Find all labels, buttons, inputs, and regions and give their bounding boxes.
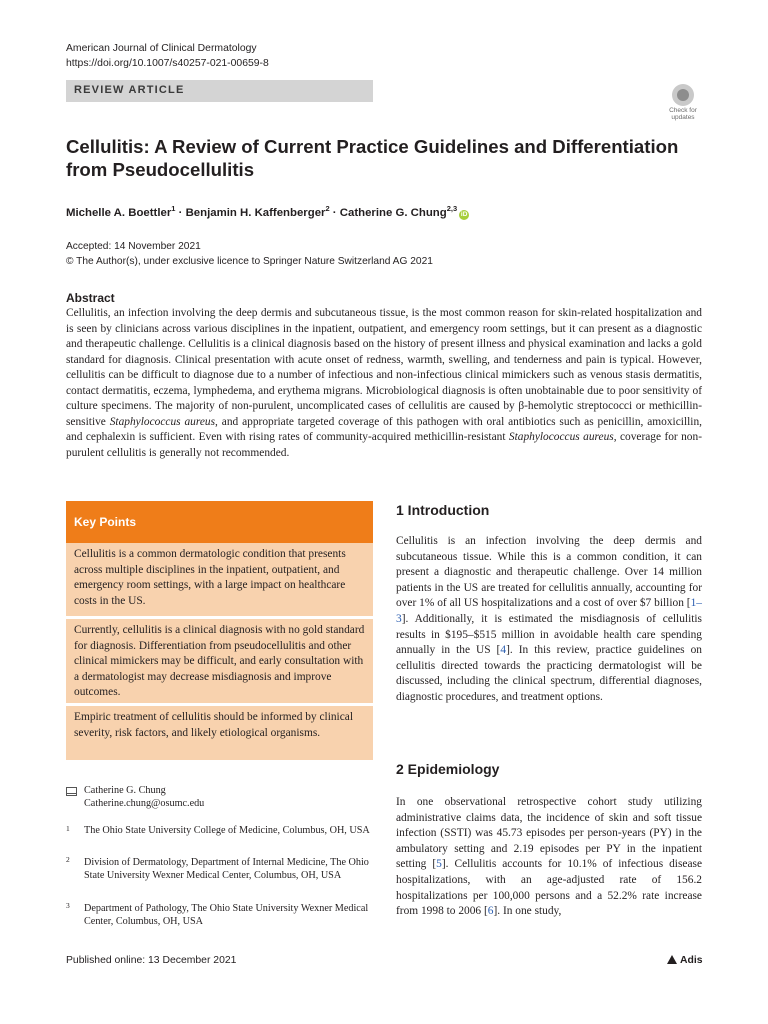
- body-text: ]. In this review, practice guidelines on cellulitis directed towards the practicing dermatologist will be discussed, including the clinical spectrum, differential diagnoses, diagnostic procedures, and treatment options.: [396, 644, 702, 703]
- abstract-heading: Abstract: [66, 291, 115, 305]
- author-separator: ·: [329, 206, 340, 219]
- section-heading-introduction: 1 Introduction: [396, 502, 490, 518]
- body-text: Cellulitis is an infection involving the deep dermis and subcutaneous tissue. While this is a common condition, it can present a diagnostic and therapeutic challenge. Over 14 million patients in the US are treated for cellulitis annually, accounting for over 1% of all US hospitalizations and a cost of over $7 billion [: [396, 535, 702, 610]
- article-title: Cellulitis: A Review of Current Practice Guidelines and Differentiation from Pseudocellulitis: [66, 136, 679, 180]
- orcid-icon[interactable]: iD: [460, 210, 468, 218]
- body-text: ]. Additionally, it is estimated the misdiagnosis of cellulitis results in $195–$515 million in avoidable health care spending annually in the US [: [396, 612, 702, 657]
- body-text: In one observational retrospective cohort study utilizing administrative claims data, the incidence of skin and soft tissue infection (SSTI) was 45.73 episodes per person-years (PY) in the ambulatory setting and 2.19 episodes per PY in the inpatient setting [: [396, 796, 702, 871]
- copyright-notice: © The Author(s), under exclusive licence to Springer Nature Switzerland AG 2021: [66, 255, 433, 267]
- epidemiology-body: [396, 795, 702, 920]
- article-type-banner: [66, 80, 373, 102]
- publisher-name: Adis: [680, 955, 703, 966]
- reference-link[interactable]: 1–3: [396, 597, 702, 625]
- author-separator: ·: [175, 206, 186, 219]
- author-2[interactable]: Benjamin H. Kaffenberger: [185, 206, 326, 219]
- abstract-text: , coverage for non-purulent cellulitis is generally not recommended.: [66, 431, 702, 459]
- reference-link[interactable]: 6: [487, 905, 494, 918]
- author-1[interactable]: Michelle A. Boettler: [66, 206, 172, 219]
- corresponding-email[interactable]: Catherine.chung@osumc.edu: [84, 798, 205, 809]
- reference-link[interactable]: 4: [500, 644, 507, 657]
- abstract-text: Cellulitis, an infection involving the deep dermis and subcutaneous tissue, is the most common reason for skin-related hospitalization and is seen by clinicians across various disciplines in the inpatient, outpatient, and emergency room settings, but it can present as a diagnostic and therapeutic challenge. Cellulitis is a clinical diagnosis based on the history of present illness and physical examination and lacks a gold standard for diagnosis. Clinical presentation with acute onset of redness, warmth, swelling, and tenderness and pain is typical. However, cellulitis can be difficult to diagnose due to a number of infectious and non-infectious clinical mimickers such as venous stasis dermatitis, contact dermatitis, eczema, lymphedema, and erythema migrans. Microbiological diagnosis is often unobtainable due to poor sensitivity of culture specimens. The majority of non-purulent, uncomplicated cases of cellulitis are caused by β-hemolytic streptococci or methicillin-sensitive: [66, 307, 702, 428]
- correspondence-block: [84, 784, 204, 810]
- affiliation-number: 2: [66, 855, 70, 864]
- doi-link[interactable]: https://doi.org/10.1007/s40257-021-00659-8: [66, 58, 269, 69]
- key-point-item: Currently, cellulitis is a clinical diagnosis with no gold standard for diagnosis. Differentiation from pseudocellulitis and other clinical mimickers may be difficult, and early consultation with a dermatologist may decrease misdiagnosis and improve outcomes.: [66, 619, 373, 703]
- key-point-item: Cellulitis is a common dermatologic condition that presents across multiple disciplines in the inpatient, outpatient, and emergency room settings, with a large impact on healthcare costs in the US.: [66, 543, 373, 616]
- badge-line1: Check for: [669, 107, 697, 114]
- introduction-body: [396, 534, 702, 706]
- body-text: ]. Cellulitis accounts for 10.1% of infectious disease hospitalizations, with an age-adjusted rate of 156.2 hospitalizations per 100,000 persons and a 52.2% rate increase from 1998 to 2006 [: [396, 858, 702, 918]
- affiliation-text: Division of Dermatology, Department of Internal Medicine, The Ohio State University Wexner Medical Center, Columbus, OH, USA: [84, 857, 369, 881]
- badge-line2: updates: [671, 114, 695, 121]
- affiliation-text: The Ohio State University College of Medicine, Columbus, OH, USA: [84, 825, 370, 836]
- article-type-label: REVIEW ARTICLE: [74, 84, 185, 96]
- key-point-item: Empiric treatment of cellulitis should be informed by clinical severity, risk factors, and likely etiological organisms.: [66, 706, 373, 760]
- crossmark-icon: [672, 84, 694, 106]
- affiliation-text: Department of Pathology, The Ohio State University Wexner Medical Center, Columbus, OH, USA: [84, 903, 369, 927]
- abstract-text: , and appropriate targeted coverage of this pathogen with oral antibiotics such as penicillin, amoxicillin, and cephalexin is sufficient. Even with rising rates of community-acquired methicillin-resistant: [66, 415, 702, 444]
- affiliation-number: 1: [66, 824, 70, 833]
- author-3-affiliation: 2,3: [446, 204, 458, 213]
- key-points-header: [66, 501, 373, 543]
- reference-link[interactable]: 5: [436, 858, 442, 871]
- abstract-body: [66, 306, 702, 461]
- journal-name: American Journal of Clinical Dermatology: [66, 43, 257, 54]
- body-text: ]. In one study,: [493, 905, 562, 918]
- abstract-species: Staphylococcus aureus: [109, 415, 216, 428]
- accepted-date: Accepted: 14 November 2021: [66, 241, 201, 252]
- author-2-affiliation: 2: [325, 204, 330, 213]
- adis-triangle-icon: [667, 955, 677, 964]
- journal-header: [66, 41, 269, 71]
- author-1-affiliation: 1: [171, 204, 176, 213]
- envelope-icon: [66, 787, 77, 796]
- affiliation-number: 3: [66, 901, 70, 910]
- author-3[interactable]: Catherine G. Chung: [339, 206, 447, 219]
- key-points-heading: Key Points: [74, 515, 137, 529]
- check-for-updates-badge[interactable]: [664, 84, 702, 124]
- article-dates: [66, 240, 433, 269]
- abstract-species: Staphylococcus aureus: [508, 431, 614, 444]
- corresponding-author: Catherine G. Chung: [84, 785, 166, 796]
- published-date: Published online: 13 December 2021: [66, 955, 237, 966]
- author-list: [66, 204, 469, 220]
- section-heading-epidemiology: 2 Epidemiology: [396, 761, 500, 777]
- publisher-logo: [667, 955, 703, 966]
